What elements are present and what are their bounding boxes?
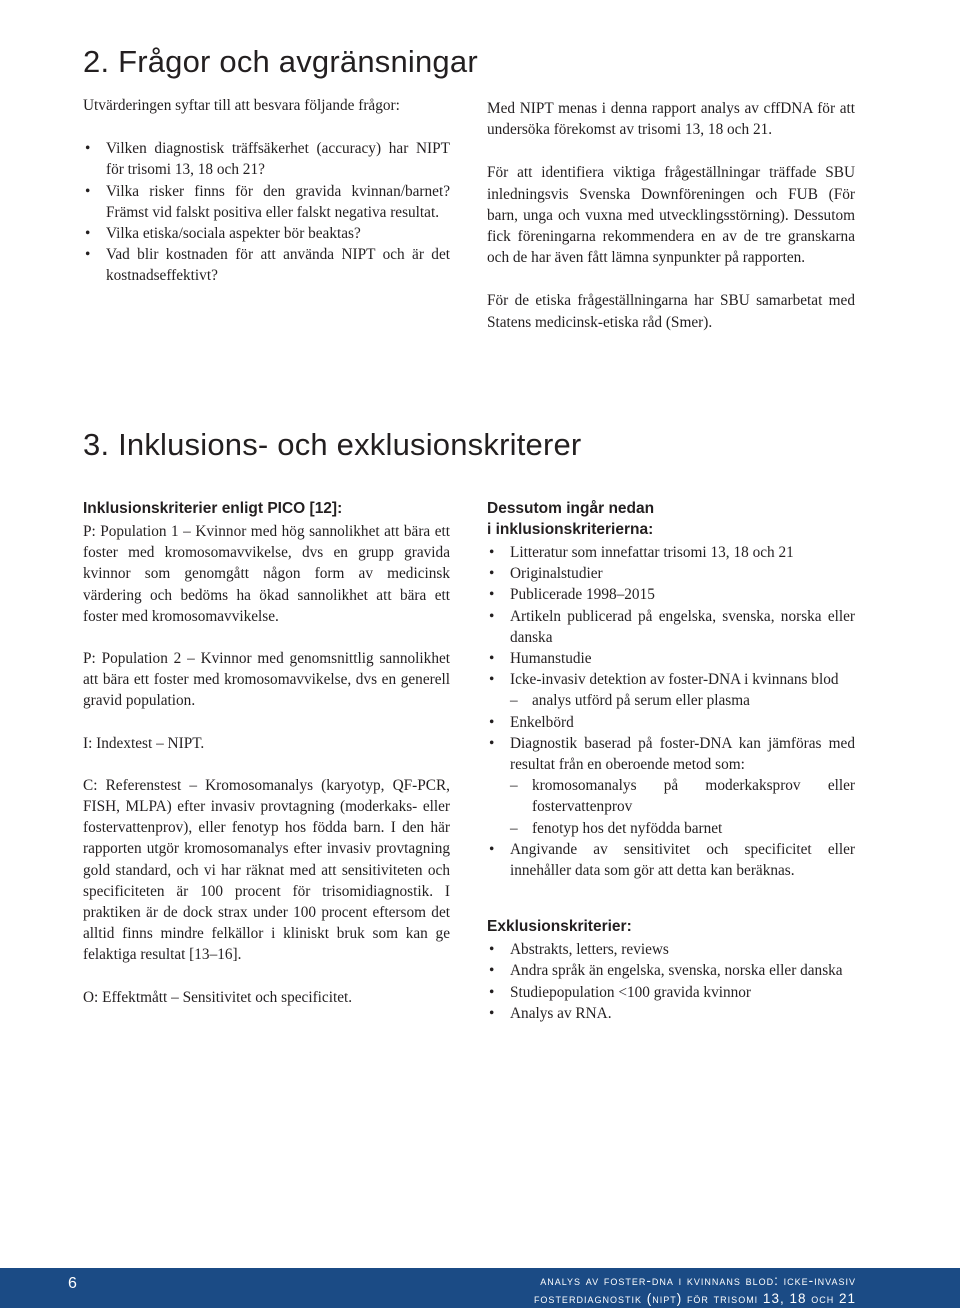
- list-item: • Humanstudie: [487, 648, 855, 669]
- pico-text: – NIPT.: [152, 734, 205, 752]
- paragraph: Med NIPT menas i denna rapport analys av cffDNA för att undersöka förekomst av trisomi 13, 18 och 21.: [487, 100, 855, 139]
- list-item: • Artikeln publicerad på engelska, svenska, norska eller danska: [487, 606, 855, 648]
- list-item: • Analys av RNA.: [487, 1003, 855, 1024]
- also-heading-line-1: Dessutom ingår nedan: [487, 500, 655, 517]
- list-item: • Vilka risker finns för den gravida kvinnan/barnet? Främst vid falskt positiva eller falskt negativa resultat.: [83, 181, 450, 223]
- pico-population-2: [83, 648, 450, 712]
- list-item: • Andra språk än engelska, svenska, norska eller danska: [487, 960, 855, 981]
- pico-heading: Inklusionskriterier enligt PICO [12]:: [83, 500, 343, 517]
- footer-title-line-1: analys av foster-dna i kvinnans blod: icke-invasiv: [540, 1273, 856, 1288]
- sub-list-item: – fenotyp hos det nyfödda barnet: [510, 818, 855, 839]
- pico-label: P: Population 2: [83, 650, 182, 668]
- footer-bar: [0, 1268, 960, 1308]
- exclusion-heading: Exklusionskriterier:: [487, 918, 632, 936]
- list-item: • Vilka etiska/sociala aspekter bör beaktas?: [83, 223, 450, 244]
- sub-list: [510, 775, 855, 839]
- list-item: [487, 669, 855, 711]
- question-list: [83, 138, 450, 286]
- pico-label: I: Indextest: [83, 734, 153, 752]
- pico-label: C: Referenstest: [83, 776, 182, 794]
- pico-text: – Kromosomanalys (karyotyp, QF-PCR, FISH, MLPA) efter invasiv provtagning (moderkaks- eller fostervattenprov), eller fenotyp hos födda barn. I den här rapporten utgör kromosomanalys efter invasiv provtagning gold standard, och vi har räknat med att sensitiviteten och specificiteten är 100 procent för trisomidiagnostik. I praktiken är de dock strax under 100 procent eftersom det alltid finns mindre felkällor i kliniskt bruk som kan ge felaktiga resultat [13–16].: [83, 776, 450, 964]
- list-item: • Originalstudier: [487, 563, 855, 584]
- sub-list: [510, 690, 855, 711]
- pico-text: – Kvinnor med genomsnittlig sannolikhet att bära ett foster med kromosomavvikelse, dvs en generell gravid population.: [83, 650, 451, 710]
- also-heading-line-2: i inklusionskriterierna:: [487, 521, 654, 538]
- pico-referenstest: [83, 775, 450, 966]
- list-item: • Angivande av sensitivitet och specificitet eller innehåller data som gör att detta kan beräknas.: [487, 839, 855, 881]
- list-item: • Vad blir kostnaden för att använda NIPT och är det kostnadseffektivt?: [83, 244, 450, 286]
- list-item: [487, 733, 855, 839]
- list-item: • Studiepopulation <100 gravida kvinnor: [487, 982, 855, 1003]
- section-2-left-column: [83, 95, 450, 287]
- list-item: • Enkelbörd: [487, 712, 855, 733]
- exclusion-list: [487, 939, 855, 1024]
- pico-indextest: [83, 733, 450, 754]
- list-item: • Litteratur som innefattar trisomi 13, 18 och 21: [487, 542, 855, 563]
- section-2-intro: Utvärderingen syftar till att besvara följande frågor:: [83, 97, 400, 114]
- pico-effektmatt: [83, 987, 450, 1008]
- pico-population-1: [83, 521, 450, 627]
- pico-label: P: Population 1: [83, 523, 179, 540]
- pico-text: – Kvinnor med hög sannolikhet att bära ett foster med kromosomavvikelse, dvs en grupp gravida kvinnor som genomgått någon form av medicinsk värdering och bedöms ha ökad sannolikhet att bära ett foster med kromosomavvikelse.: [83, 523, 450, 625]
- footer-title-line-2: fosterdiagnostik (nipt) för trisomi 13, 18 och 21: [533, 1290, 856, 1306]
- pico-label: O: Effektmått: [83, 988, 168, 1006]
- list-item: • Abstrakts, letters, reviews: [487, 939, 855, 960]
- sub-list-item: – analys utförd på serum eller plasma: [510, 690, 855, 711]
- paragraph: För de etiska frågeställningarna har SBU samarbetat med Statens medicinsk-etiska råd (Smer).: [487, 292, 855, 331]
- also-heading: [487, 498, 855, 540]
- list-item-text: Diagnostik baserad på foster-DNA kan jämföras med resultat från en oberoende metod som:: [510, 734, 855, 774]
- section-3-title: 3. Inklusions- och exklusionskriterer: [83, 427, 582, 462]
- list-item: • Publicerade 1998–2015: [487, 584, 855, 605]
- paragraph: För att identifiera viktiga frågeställningar träffade SBU inledningsvis Svenska Downföreningen och FUB (För barn, unga och vuxna med utvecklingsstörning). Dessutom fick föreningarna rekommendera en av de tre granskarna och de har även fått lämna synpunkter på rapporten.: [487, 164, 855, 267]
- list-item-text: Icke-invasiv detektion av foster-DNA i kvinnans blod: [510, 671, 839, 689]
- section-2-title: 2. Frågor och avgränsningar: [83, 44, 478, 79]
- inclusion-list: [487, 542, 855, 881]
- page-number: 6: [68, 1275, 77, 1292]
- sub-list-item: – kromosomanalys på moderkaksprov eller fostervattenprov: [510, 775, 855, 817]
- pico-column: [83, 498, 450, 1008]
- list-item: • Vilken diagnostisk träffsäkerhet (accuracy) har NIPT för trisomi 13, 18 och 21?: [83, 138, 450, 180]
- section-2-right-column: [487, 98, 855, 333]
- footer-title: [534, 1272, 856, 1307]
- pico-text: – Sensitivitet och specificitet.: [167, 988, 353, 1006]
- inclusion-column: [487, 498, 855, 1024]
